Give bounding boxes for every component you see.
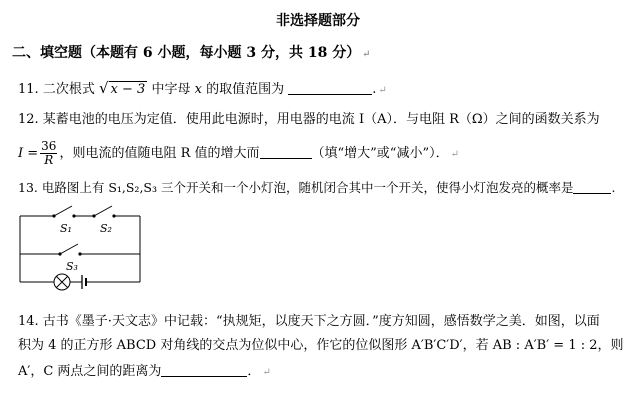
- answer-blank-12[interactable]: [260, 146, 312, 159]
- q11-text-post: 的取值范围为: [206, 82, 285, 97]
- q14-end: ．: [247, 364, 261, 379]
- sqrt-expression: [98, 79, 147, 97]
- section-title-text: 二、填空题（本题有 6 小题，每小题 3 分，共 18 分）: [12, 45, 361, 61]
- formula-lhs: I =: [18, 146, 39, 161]
- paragraph-mark-icon: ↵: [362, 49, 371, 60]
- switch-s3-label: S₃: [66, 260, 78, 273]
- section-heading: 非选择题部分: [276, 13, 360, 29]
- q14-text-line1: 14. 古书《墨子·天文志》中记载：“执规矩，以度天下之方圆．”度方知圆，感悟数学之美．如图，以面: [18, 314, 600, 329]
- paragraph-mark-icon: ↵: [378, 85, 387, 96]
- switch-s1-blade: [54, 206, 72, 216]
- question-12-line2: [18, 140, 459, 169]
- switch-s1-label: S₁: [60, 222, 72, 235]
- question-14-line3: [18, 364, 271, 381]
- q11-variable: x: [194, 82, 202, 97]
- q12-text-line1: 12. 某蓄电池的电压为定值．使用此电源时，用电器的电流 I（A）．与电阻 R（Ω）之间的函数关系为: [18, 112, 600, 127]
- q14-text-line2: 积为 4 的正方形 ABCD 对角线的交点为位似中心，作它的位似图形 A′B′C′D′，若 AB : A′B′ = 1 : 2，则: [18, 338, 624, 353]
- switch-s2-label: S₂: [100, 222, 112, 235]
- question-number: 11.: [18, 82, 39, 97]
- answer-blank-13[interactable]: [573, 181, 611, 194]
- q11-end: .: [372, 82, 377, 97]
- q13-end: .: [611, 180, 616, 195]
- radical-sign-icon: √: [98, 79, 109, 97]
- q11-text-mid: 中字母: [151, 82, 191, 97]
- question-13: [18, 180, 615, 196]
- answer-blank-11[interactable]: [288, 82, 372, 95]
- question-14-line2: [18, 338, 624, 354]
- question-14-line1: [18, 314, 600, 330]
- q12-end: （填“增大”或“减小”）．: [311, 146, 449, 161]
- paragraph-mark-icon: ↵: [450, 149, 459, 160]
- fill-in-section-title: [12, 42, 371, 62]
- q13-text: 13. 电路图上有 S₁,S₂,S₃ 三个开关和一个小灯泡，随机闭合其中一个开关，使得小灯泡发亮的概率是: [18, 180, 574, 195]
- question-11: [18, 80, 387, 99]
- switch-s3-blade: [60, 244, 78, 254]
- switch-s2-blade: [94, 206, 112, 216]
- circuit-diagram: [16, 202, 146, 300]
- fraction-denominator: R: [44, 153, 54, 167]
- fraction-numerator: 36: [41, 139, 57, 153]
- q11-text-pre: 二次根式: [42, 82, 95, 97]
- question-12-line1: [18, 112, 600, 128]
- q14-text-line3: A′，C 两点之间的距离为: [18, 364, 162, 379]
- radicand: x − 3: [110, 82, 146, 97]
- answer-blank-14[interactable]: [161, 364, 247, 377]
- q12-text-line2: ，则电流的值随电阻 R 值的增大而: [59, 146, 260, 161]
- formula-fraction: [40, 140, 57, 167]
- paragraph-mark-icon: ↵: [262, 367, 271, 378]
